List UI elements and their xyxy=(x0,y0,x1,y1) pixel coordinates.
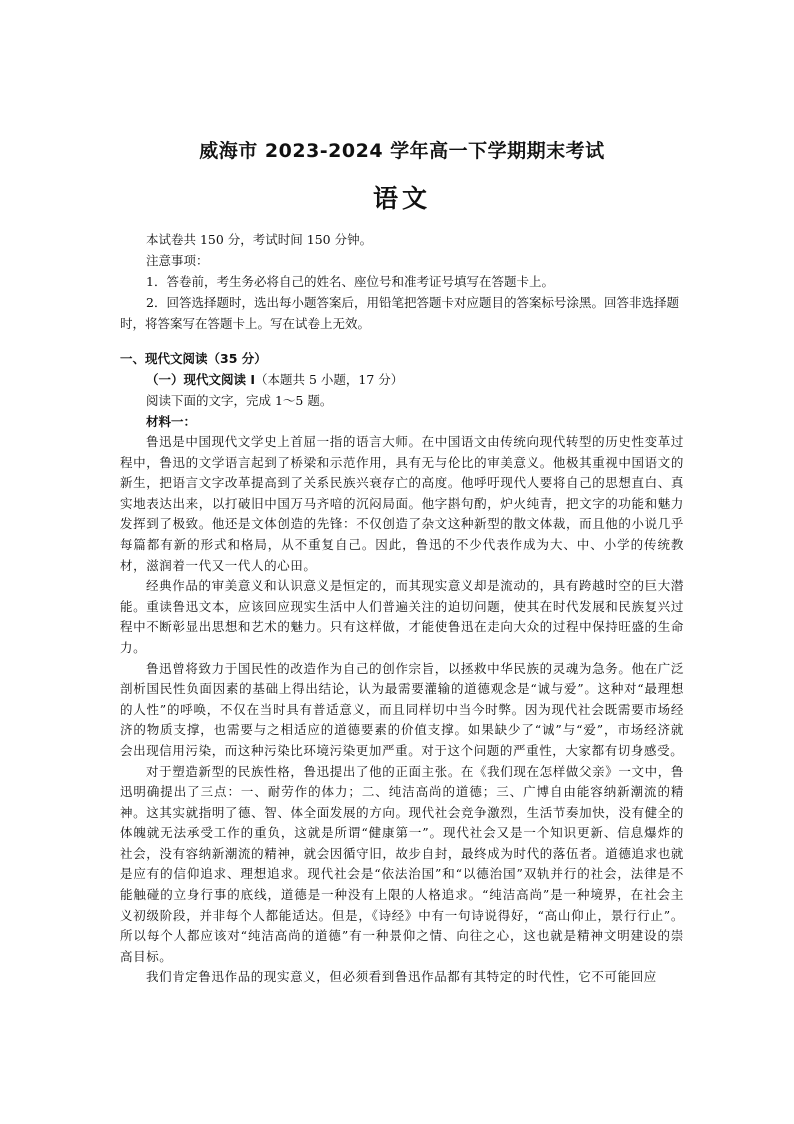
subsection-note: （本题共 5 小题，17 分） xyxy=(255,372,404,387)
subsection-title: （一）现代文阅读 I xyxy=(146,372,256,387)
paragraph: 我们肯定鲁迅作品的现实意义，但必须看到鲁迅作品都有其特定的时代性，它不可能回应 xyxy=(146,969,657,985)
material-body xyxy=(120,432,684,988)
subsection-heading xyxy=(120,369,684,390)
notice-item-2: 2．回答选择题时，选出每小题答案后，用铅笔把答题卡对应题目的答案标号涂黑。回答非选择题时，将答案写在答题卡上。写在试卷上无效。 xyxy=(120,295,679,331)
notice-item-1: 1．答卷前，考生务必将自己的姓名、座位号和准考证号填写在答题卡上。 xyxy=(146,274,554,289)
paragraph: 对于塑造新型的民族性格，鲁迅提出了他的正面主张。在《我们现在怎样做父亲》一文中，鲁迅明确提出了三点：一、耐劳作的体力；二、纯洁高尚的道德；三、广博自由能容纳新潮流的精神。这其实就指明了德、智、体全面发展的方向。现代社会竞争激烈，生活节奏加快，没有健全的体魄就无法承受工作的重负，这就是所谓“健康第一”。现代社会又是一个知识更新、信息爆炸的社会，没有容纳新潮流的精神，就会因循守旧，故步自封，最终成为时代的落伍者。道德追求也就是应有的信仰追求、理想追求。现代社会是“依法治国”和“以德治国”双轨并行的社会，法律是不能触碰的立身行事的底线，道德是一种没有上限的人格追求。“纯洁高尚”是一种境界，在社会主义初级阶段，并非每个人都能适达。但是，《诗经》中有一句诗说得好，“高山仰止，景行行止”。所以每个人都应该对“纯洁高尚的道德”有一种景仰之情、向往之心，这也就是精神文明建设的崇高目标。 xyxy=(120,763,684,964)
paragraph: 鲁迅曾将致力于国民性的改造作为自己的创作宗旨，以拯救中华民族的灵魂为急务。他在广泛剖析国民性负面因素的基础上得出结论，认为最需要灌输的道德观念是“诚与爱”。这种对“最理想的人性”的呼唤，不仅在当时具有普适意义，而且同样切中当今时弊。因为现代社会既需要市场经济的物质支撑，也需要与之相适应的道德要素的价值支撑。如果缺少了“诚”与“爱”，市场经济就会出现信用污染，而这种污染比环境污染更加严重。对于这个问题的严重性，大家都有切身感受。 xyxy=(120,660,684,758)
reading-instruction: 阅读下面的文字，完成 1～5 题。 xyxy=(146,393,333,408)
exam-subject: 语文 xyxy=(372,184,431,213)
exam-title: 威海市 2023-2024 学年高一下学期期末考试 xyxy=(199,140,605,162)
paragraph: 经典作品的审美意义和认识意义是恒定的，而其现实意义却是流动的，具有跨越时空的巨大潜能。重读鲁迅文本，应该回应现实生活中人们普遍关注的迫切问题，使其在时代发展和民族复兴过程中不断彰显出思想和艺术的魅力。只有这样做，才能使鲁迅在走向大众的过程中保持旺盛的生命力。 xyxy=(120,578,684,655)
material-label: 材料一： xyxy=(146,414,197,429)
section-title: 一、现代文阅读（35 分） xyxy=(120,351,267,366)
notice-heading: 注意事项： xyxy=(146,253,209,268)
paragraph: 鲁迅是中国现代文学史上首屈一指的语言大师。在中国语文由传统向现代转型的历史性变革过程中，鲁迅的文学语言起到了桥梁和示范作用，具有无与伦比的审美意义。他极其重视中国语文的新生，把语言文字改革提高到了关系民族兴衰存亡的高度。他呼吁现代人要将自己的思想直白、真实地表达出来，以打破旧中国万马齐喑的沉闷局面。他字斟句酌，炉火纯青，把文字的功能和魅力发挥到了极致。他还是文体创造的先锋：不仅创造了杂文这种新型的散文体裁，而且他的小说几乎每篇都有新的形式和格局，从不重复自己。因此，鲁迅的不少代表作成为大、中、小学的传统教材，滋润着一代又一代人的心田。 xyxy=(120,434,684,573)
exam-notice xyxy=(120,229,684,334)
notice-score-time: 本试卷共 150 分，考试时间 150 分钟。 xyxy=(146,232,373,247)
